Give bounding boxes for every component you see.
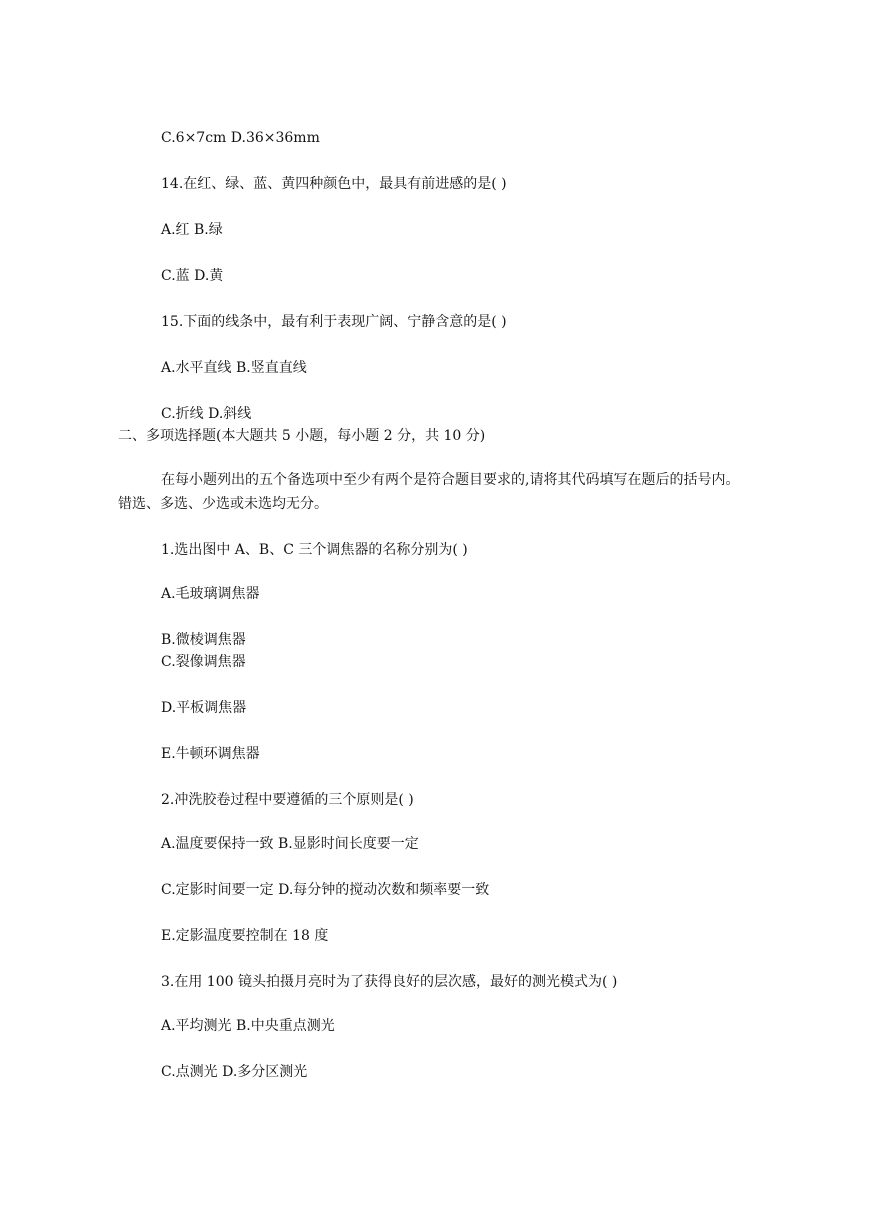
- multi-question-3-option-cd: C.点测光 D.多分区测光: [161, 1064, 308, 1080]
- multi-question-1-option-d: D.平板调焦器: [161, 700, 247, 716]
- multi-question-3: 3.在用 100 镜头拍摄月亮时为了获得良好的层次感，最好的测光模式为( ): [161, 974, 618, 990]
- multi-question-2-option-e: E.定影温度要控制在 18 度: [161, 928, 329, 944]
- multi-question-1-option-a: A.毛玻璃调焦器: [161, 586, 260, 602]
- question-14: 14.在红、绿、蓝、黄四种颜色中，最具有前进感的是( ): [161, 176, 507, 192]
- question-15-option-cd: C.折线 D.斜线: [161, 406, 252, 422]
- question-14-option-ab: A.红 B.绿: [161, 222, 223, 238]
- multi-question-1: 1.选出图中 A、B、C 三个调焦器的名称分别为( ): [161, 542, 468, 558]
- section-heading-multiple-choice: 二、多项选择题(本大题共 5 小题，每小题 2 分，共 10 分): [118, 428, 486, 444]
- section-instruction: 在每小题列出的五个备选项中至少有两个是符合题目要求的,请将其代码填写在题后的括号内。错选、多选、少选或未选均无分。: [118, 472, 740, 512]
- multi-question-1-option-c: C.裂像调焦器: [161, 654, 246, 670]
- multi-question-2: 2.冲洗胶卷过程中要遵循的三个原则是( ): [161, 792, 414, 808]
- multi-question-3-option-ab: A.平均测光 B.中央重点测光: [161, 1018, 335, 1034]
- multi-question-2-option-ab: A.温度要保持一致 B.显影时间长度要一定: [161, 836, 419, 852]
- multi-question-1-option-e: E.牛顿环调焦器: [161, 746, 260, 762]
- multi-question-1-option-b: B.微棱调焦器: [161, 632, 246, 648]
- prev-question-option-cd: C.6×7cm D.36×36mm: [161, 130, 320, 146]
- multi-question-2-option-cd: C.定影时间要一定 D.每分钟的搅动次数和频率要一致: [161, 882, 490, 898]
- question-14-option-cd: C.蓝 D.黄: [161, 268, 224, 284]
- question-15: 15.下面的线条中，最有利于表现广阔、宁静含意的是( ): [161, 314, 507, 330]
- question-15-option-ab: A.水平直线 B.竖直直线: [161, 360, 307, 376]
